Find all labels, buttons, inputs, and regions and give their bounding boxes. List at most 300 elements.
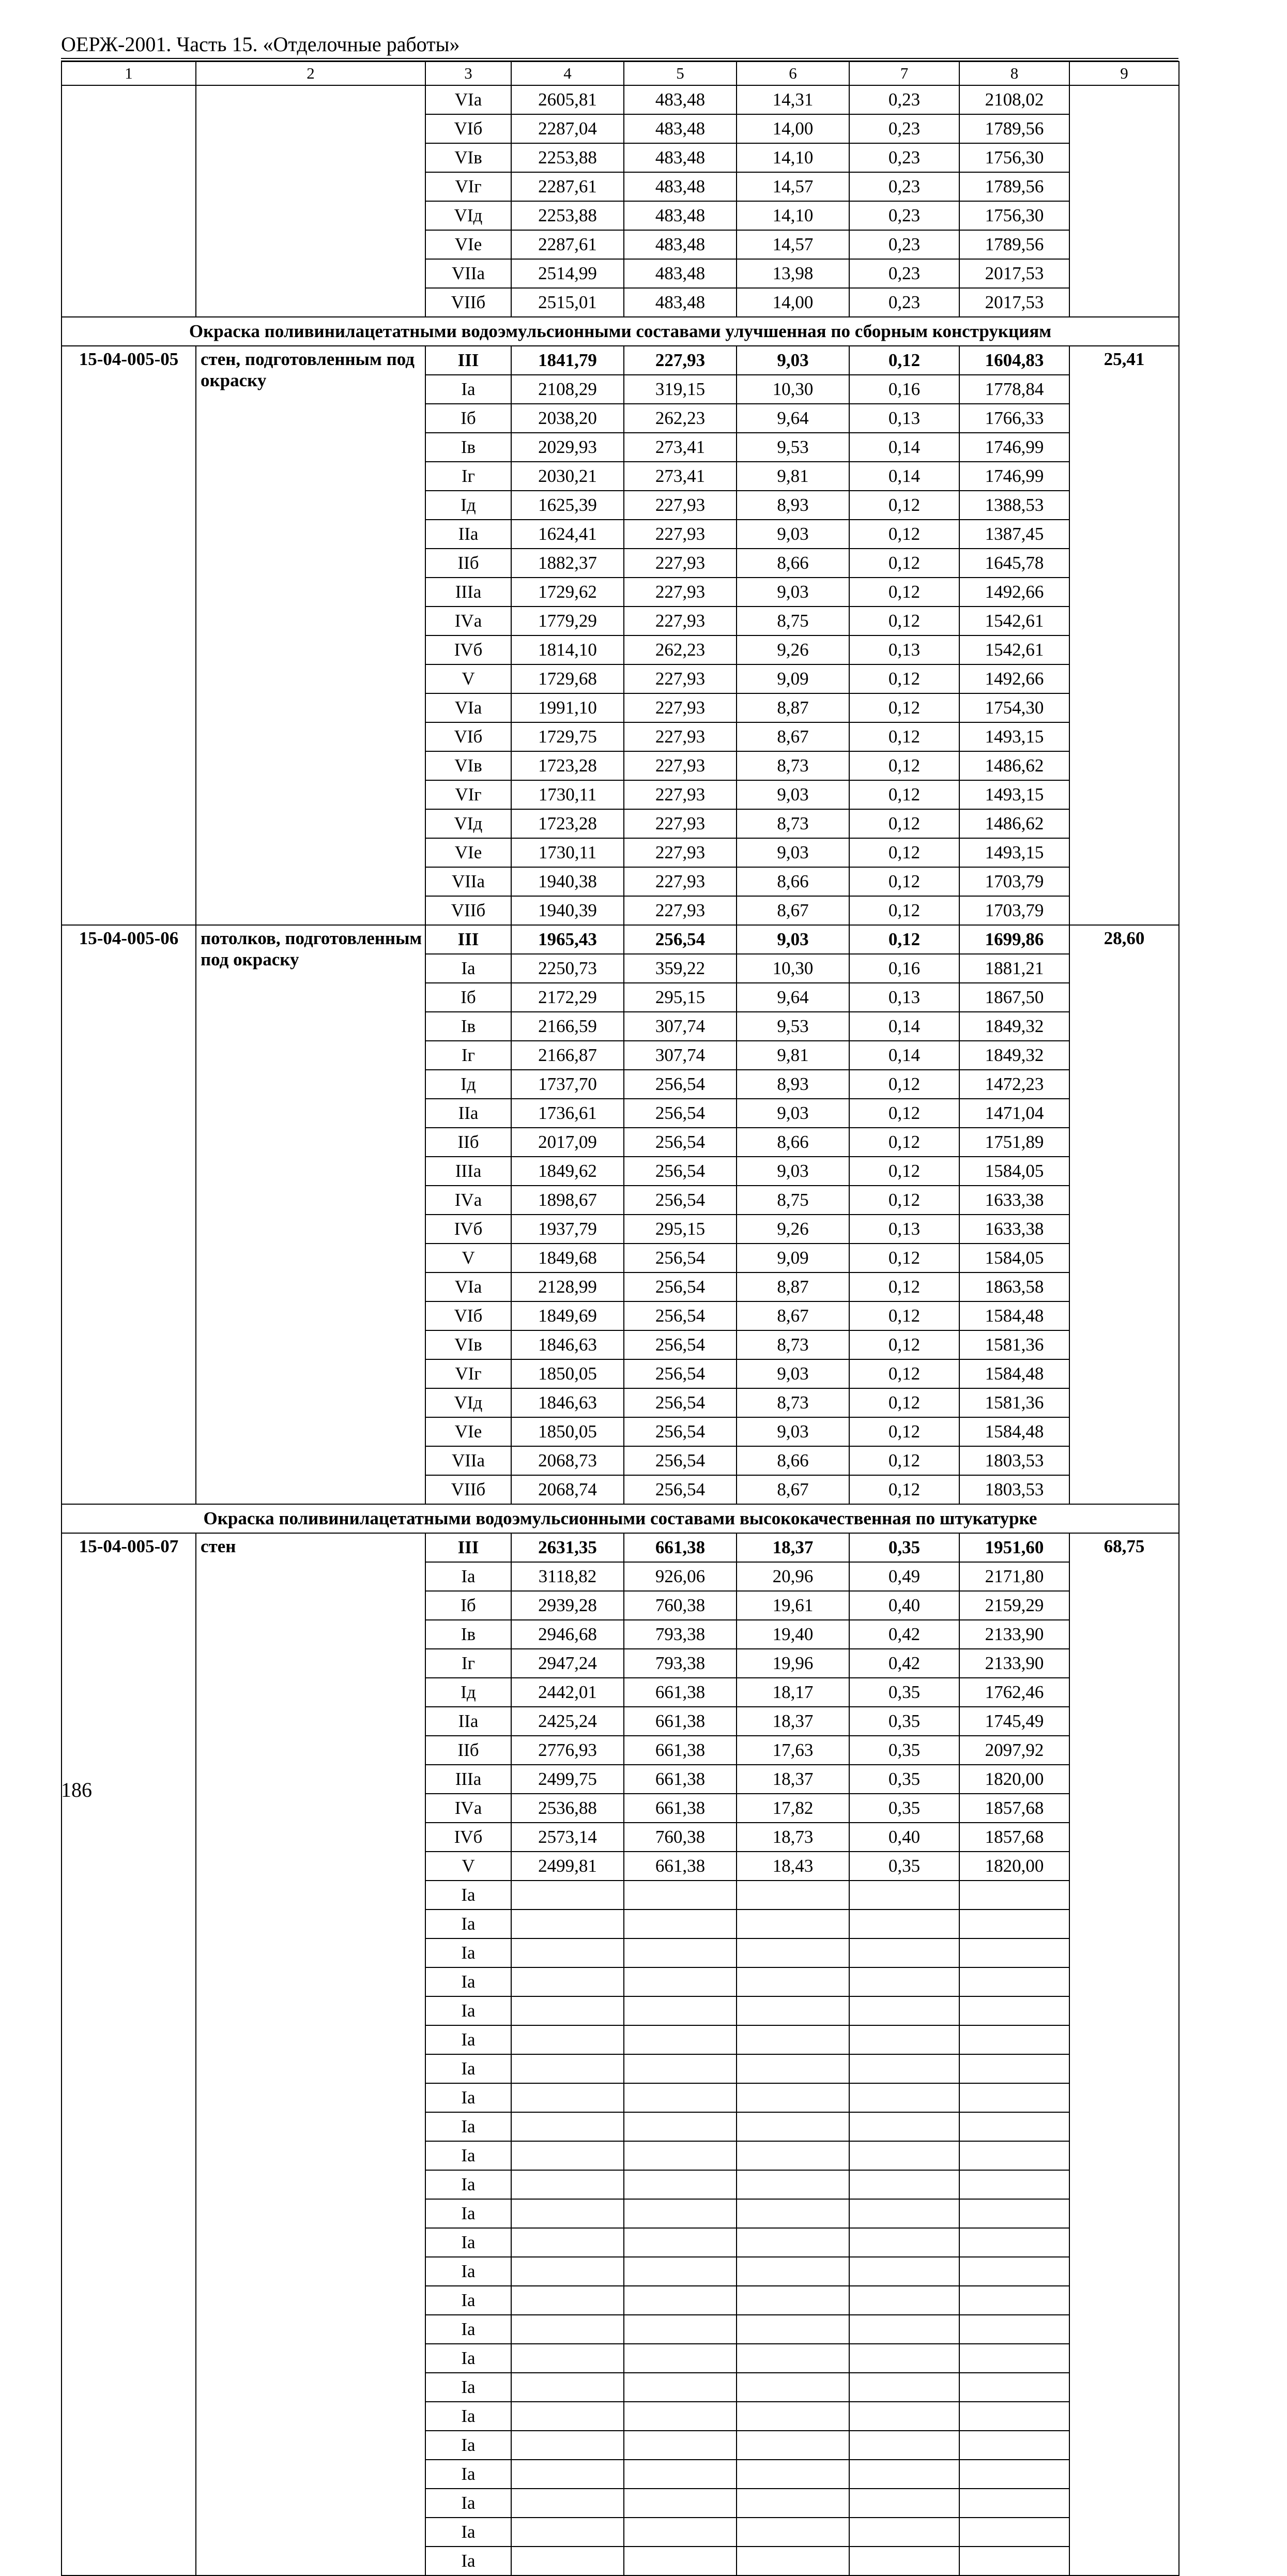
table-row: [62, 925, 1179, 954]
zone-cell: IVа: [425, 607, 511, 635]
zone-cell: VIIа: [425, 867, 511, 896]
value-col-7: [849, 2315, 959, 2344]
value-col-4: 2573,14: [511, 1823, 624, 1852]
value-col-6: 9,03: [737, 1417, 849, 1446]
value-col-5: [624, 1881, 737, 1910]
value-col-6: 8,67: [737, 722, 849, 751]
value-col-6: 18,73: [737, 1823, 849, 1852]
value-col-5: 661,38: [624, 1707, 737, 1736]
value-col-4: 2947,24: [511, 1649, 624, 1678]
value-col-7: [849, 2199, 959, 2228]
zone-cell: IIб: [425, 549, 511, 578]
zone-cell: IIIа: [425, 1157, 511, 1186]
value-col-7: 0,42: [849, 1620, 959, 1649]
value-col-8: [959, 2518, 1069, 2547]
zone-cell: Iа: [425, 2344, 511, 2373]
value-col-7: 0,23: [849, 85, 959, 114]
value-col-6: [737, 2373, 849, 2402]
zone-cell: Iа: [425, 2257, 511, 2286]
value-col-4: 1779,29: [511, 607, 624, 635]
value-col-4: 1729,68: [511, 664, 624, 693]
rate-code: 15-04-005-06: [62, 925, 196, 1504]
value-col-5: 661,38: [624, 1852, 737, 1881]
value-col-5: 227,93: [624, 520, 737, 549]
value-col-4: [511, 2402, 624, 2431]
value-col-5: 256,54: [624, 1388, 737, 1417]
value-col-5: [624, 2257, 737, 2286]
value-col-4: [511, 2025, 624, 2054]
value-col-6: 10,30: [737, 375, 849, 404]
value-col-4: 1849,68: [511, 1244, 624, 1272]
value-col-8: [959, 2402, 1069, 2431]
value-col-8: 2159,29: [959, 1591, 1069, 1620]
value-col-7: 0,35: [849, 1765, 959, 1794]
value-col-5: 227,93: [624, 809, 737, 838]
value-col-6: 9,03: [737, 925, 849, 954]
value-col-4: 2499,75: [511, 1765, 624, 1794]
value-col-8: 1387,45: [959, 520, 1069, 549]
value-col-6: 18,17: [737, 1678, 849, 1707]
value-col-4: 2030,21: [511, 462, 624, 491]
value-col-5: 483,48: [624, 230, 737, 259]
zone-cell: Iд: [425, 1070, 511, 1099]
value-col-4: [511, 2054, 624, 2083]
value-col-4: 1937,79: [511, 1215, 624, 1244]
value-col-4: 1846,63: [511, 1388, 624, 1417]
zone-cell: VIе: [425, 230, 511, 259]
value-col-6: 9,09: [737, 1244, 849, 1272]
value-col-6: [737, 1910, 849, 1938]
value-col-7: 0,12: [849, 1272, 959, 1301]
value-col-7: 0,23: [849, 201, 959, 230]
value-col-4: [511, 2257, 624, 2286]
value-col-6: [737, 2518, 849, 2547]
value-col-7: 0,12: [849, 1244, 959, 1272]
value-col-5: 227,93: [624, 578, 737, 607]
value-col-6: 8,93: [737, 491, 849, 520]
value-col-6: 18,37: [737, 1533, 849, 1562]
value-col-7: 0,12: [849, 1157, 959, 1186]
work-description: стен, подготовленным под окраску: [196, 346, 425, 925]
zone-cell: Iа: [425, 1881, 511, 1910]
value-col-4: [511, 2141, 624, 2170]
zone-cell: Iа: [425, 375, 511, 404]
value-col-7: [849, 2141, 959, 2170]
zone-cell: IIа: [425, 520, 511, 549]
value-col-5: [624, 1967, 737, 1996]
column-number: 2: [196, 62, 425, 85]
zone-cell: V: [425, 664, 511, 693]
column-number: 8: [959, 62, 1069, 85]
value-col-4: [511, 1996, 624, 2025]
value-col-4: 2442,01: [511, 1678, 624, 1707]
value-col-4: 1814,10: [511, 635, 624, 664]
value-col-7: [849, 2460, 959, 2489]
value-col-4: 2425,24: [511, 1707, 624, 1736]
value-col-6: 14,00: [737, 114, 849, 143]
value-col-7: 0,23: [849, 143, 959, 172]
value-col-7: 0,12: [849, 780, 959, 809]
value-col-6: 8,67: [737, 1301, 849, 1330]
value-col-4: [511, 1881, 624, 1910]
value-col-8: 1645,78: [959, 549, 1069, 578]
value-col-8: [959, 1910, 1069, 1938]
column-number: 9: [1069, 62, 1179, 85]
zone-cell: Iа: [425, 2025, 511, 2054]
zone-cell: Iа: [425, 2431, 511, 2460]
value-col-8: [959, 2112, 1069, 2141]
value-col-8: 1857,68: [959, 1823, 1069, 1852]
value-col-8: 1756,30: [959, 201, 1069, 230]
value-col-4: [511, 2083, 624, 2112]
value-col-4: [511, 2431, 624, 2460]
value-col-6: 19,96: [737, 1649, 849, 1678]
value-col-8: [959, 1967, 1069, 1996]
value-col-5: [624, 2402, 737, 2431]
value-col-7: 0,13: [849, 983, 959, 1012]
value-col-7: 0,12: [849, 664, 959, 693]
value-col-6: 9,64: [737, 983, 849, 1012]
column-number-row: [62, 62, 1179, 85]
value-col-5: [624, 2460, 737, 2489]
total-value: 68,75: [1069, 1533, 1179, 2575]
zone-cell: Iа: [425, 2199, 511, 2228]
zone-cell: VIе: [425, 838, 511, 867]
value-col-4: 1723,28: [511, 809, 624, 838]
value-col-7: 0,12: [849, 1388, 959, 1417]
value-col-8: [959, 2083, 1069, 2112]
value-col-7: 0,12: [849, 520, 959, 549]
value-col-5: [624, 2373, 737, 2402]
value-col-8: 1746,99: [959, 462, 1069, 491]
value-col-7: [849, 2112, 959, 2141]
value-col-4: 2250,73: [511, 954, 624, 983]
value-col-6: [737, 2199, 849, 2228]
zone-cell: VIд: [425, 809, 511, 838]
value-col-5: 256,54: [624, 1272, 737, 1301]
value-col-8: 1493,15: [959, 838, 1069, 867]
value-col-8: 1789,56: [959, 230, 1069, 259]
value-col-4: 2128,99: [511, 1272, 624, 1301]
value-col-6: [737, 1996, 849, 2025]
value-col-8: [959, 2199, 1069, 2228]
value-col-5: [624, 2344, 737, 2373]
value-col-5: [624, 1996, 737, 2025]
value-col-8: 1751,89: [959, 1128, 1069, 1157]
value-col-5: 227,93: [624, 549, 737, 578]
rate-code: 15-04-005-05: [62, 346, 196, 925]
value-col-7: [849, 2286, 959, 2315]
value-col-5: 793,38: [624, 1649, 737, 1678]
value-col-6: 8,75: [737, 1186, 849, 1215]
section-heading-row: [62, 317, 1179, 346]
value-col-6: 9,81: [737, 462, 849, 491]
value-col-8: 1849,32: [959, 1012, 1069, 1041]
value-col-8: [959, 2547, 1069, 2575]
value-col-5: 483,48: [624, 288, 737, 317]
value-col-6: [737, 2228, 849, 2257]
value-col-7: 0,12: [849, 1186, 959, 1215]
value-col-5: 483,48: [624, 259, 737, 288]
value-col-5: 256,54: [624, 1475, 737, 1504]
zone-cell: Iа: [425, 2518, 511, 2547]
value-col-4: 1736,61: [511, 1099, 624, 1128]
value-col-8: [959, 2170, 1069, 2199]
zone-cell: IVа: [425, 1794, 511, 1823]
value-col-7: 0,35: [849, 1707, 959, 1736]
value-col-4: 1737,70: [511, 1070, 624, 1099]
value-col-7: 0,12: [849, 1475, 959, 1504]
value-col-4: 2939,28: [511, 1591, 624, 1620]
value-col-4: 1898,67: [511, 1186, 624, 1215]
total-value: 25,41: [1069, 346, 1179, 925]
value-col-4: 1849,69: [511, 1301, 624, 1330]
value-col-4: [511, 2112, 624, 2141]
value-col-4: 1850,05: [511, 1359, 624, 1388]
value-col-7: 0,12: [849, 722, 959, 751]
value-col-8: 2017,53: [959, 288, 1069, 317]
value-col-8: 1584,48: [959, 1301, 1069, 1330]
value-col-8: 2108,02: [959, 85, 1069, 114]
value-col-6: [737, 2170, 849, 2199]
zone-cell: VIг: [425, 172, 511, 201]
column-number: 4: [511, 62, 624, 85]
value-col-6: 10,30: [737, 954, 849, 983]
value-col-5: 256,54: [624, 1330, 737, 1359]
zone-cell: VIб: [425, 722, 511, 751]
value-col-7: 0,12: [849, 925, 959, 954]
value-col-5: 295,15: [624, 983, 737, 1012]
value-col-5: 483,48: [624, 172, 737, 201]
value-col-4: [511, 1938, 624, 1967]
value-col-7: [849, 2431, 959, 2460]
value-col-8: [959, 2344, 1069, 2373]
zone-cell: Iг: [425, 1649, 511, 1678]
value-col-4: 2514,99: [511, 259, 624, 288]
value-col-5: 483,48: [624, 201, 737, 230]
value-col-6: [737, 2460, 849, 2489]
value-col-8: 2133,90: [959, 1649, 1069, 1678]
zone-cell: VIд: [425, 1388, 511, 1417]
value-col-6: [737, 2141, 849, 2170]
value-col-7: [849, 2054, 959, 2083]
value-col-6: 8,67: [737, 896, 849, 925]
value-col-8: 1542,61: [959, 607, 1069, 635]
value-col-7: 0,35: [849, 1852, 959, 1881]
value-col-6: 9,03: [737, 1157, 849, 1186]
zone-cell: VIIа: [425, 259, 511, 288]
zone-cell: VIIб: [425, 1475, 511, 1504]
value-col-6: 8,66: [737, 549, 849, 578]
value-col-7: 0,12: [849, 867, 959, 896]
value-col-8: [959, 2489, 1069, 2518]
value-col-7: 0,12: [849, 346, 959, 375]
value-col-8: [959, 2315, 1069, 2344]
value-col-5: 295,15: [624, 1215, 737, 1244]
value-col-6: [737, 2344, 849, 2373]
value-col-8: 1754,30: [959, 693, 1069, 722]
value-col-6: 9,26: [737, 1215, 849, 1244]
work-description: потолков, подготовленным под окраску: [196, 925, 425, 1504]
zone-cell: VIг: [425, 780, 511, 809]
value-col-8: 1492,66: [959, 578, 1069, 607]
zone-cell: Iд: [425, 491, 511, 520]
value-col-7: 0,12: [849, 578, 959, 607]
value-col-7: 0,40: [849, 1823, 959, 1852]
work-description: [196, 85, 425, 317]
value-col-7: [849, 2402, 959, 2431]
value-col-8: 1756,30: [959, 143, 1069, 172]
zone-cell: IIа: [425, 1707, 511, 1736]
value-col-7: 0,12: [849, 751, 959, 780]
value-col-5: 227,93: [624, 867, 737, 896]
value-col-5: 227,93: [624, 838, 737, 867]
zone-cell: IIIа: [425, 578, 511, 607]
value-col-5: [624, 2083, 737, 2112]
value-col-7: 0,14: [849, 1041, 959, 1070]
zone-cell: Iа: [425, 2286, 511, 2315]
value-col-4: 2108,29: [511, 375, 624, 404]
value-col-5: [624, 2112, 737, 2141]
value-col-6: 20,96: [737, 1562, 849, 1591]
value-col-4: 2253,88: [511, 143, 624, 172]
value-col-8: 1542,61: [959, 635, 1069, 664]
value-col-8: [959, 2431, 1069, 2460]
value-col-8: 1849,32: [959, 1041, 1069, 1070]
zone-cell: Iа: [425, 2083, 511, 2112]
value-col-8: 1581,36: [959, 1388, 1069, 1417]
value-col-5: 256,54: [624, 1244, 737, 1272]
value-col-4: 2017,09: [511, 1128, 624, 1157]
value-col-5: [624, 2054, 737, 2083]
value-col-8: 1820,00: [959, 1765, 1069, 1794]
zone-cell: Iв: [425, 1620, 511, 1649]
value-col-8: 1703,79: [959, 896, 1069, 925]
value-col-8: 1803,53: [959, 1475, 1069, 1504]
value-col-6: 9,81: [737, 1041, 849, 1070]
value-col-6: [737, 2054, 849, 2083]
value-col-6: [737, 1881, 849, 1910]
value-col-8: [959, 1996, 1069, 2025]
value-col-5: 926,06: [624, 1562, 737, 1591]
zone-cell: Iв: [425, 433, 511, 462]
column-number: 7: [849, 62, 959, 85]
work-description: стен: [196, 1533, 425, 2575]
value-col-5: 227,93: [624, 693, 737, 722]
value-col-8: 1471,04: [959, 1099, 1069, 1128]
value-col-6: 9,03: [737, 520, 849, 549]
value-col-4: 2776,93: [511, 1736, 624, 1765]
value-col-6: [737, 2257, 849, 2286]
value-col-8: [959, 2228, 1069, 2257]
value-col-4: [511, 1967, 624, 1996]
zone-cell: IVб: [425, 635, 511, 664]
value-col-7: 0,23: [849, 230, 959, 259]
value-col-6: 14,31: [737, 85, 849, 114]
value-col-8: 1820,00: [959, 1852, 1069, 1881]
zone-cell: VIа: [425, 693, 511, 722]
zone-cell: VIа: [425, 85, 511, 114]
value-col-4: 2946,68: [511, 1620, 624, 1649]
value-col-6: 19,40: [737, 1620, 849, 1649]
value-col-6: [737, 2286, 849, 2315]
value-col-6: 9,03: [737, 346, 849, 375]
value-col-4: 1625,39: [511, 491, 624, 520]
value-col-8: 1867,50: [959, 983, 1069, 1012]
value-col-7: 0,12: [849, 693, 959, 722]
zone-cell: VIд: [425, 201, 511, 230]
zone-cell: III: [425, 925, 511, 954]
zone-cell: Iа: [425, 2460, 511, 2489]
value-col-7: [849, 2518, 959, 2547]
table-row: [62, 1533, 1179, 1562]
value-col-6: 19,61: [737, 1591, 849, 1620]
value-col-6: 9,03: [737, 838, 849, 867]
value-col-7: 0,14: [849, 462, 959, 491]
zone-cell: IVб: [425, 1215, 511, 1244]
value-col-8: [959, 2373, 1069, 2402]
zone-cell: Iв: [425, 1012, 511, 1041]
value-col-4: [511, 2460, 624, 2489]
value-col-4: [511, 2228, 624, 2257]
value-col-5: 227,93: [624, 491, 737, 520]
value-col-8: 1633,38: [959, 1186, 1069, 1215]
value-col-7: 0,12: [849, 1359, 959, 1388]
value-col-6: 14,10: [737, 201, 849, 230]
value-col-6: 9,03: [737, 578, 849, 607]
value-col-6: 8,73: [737, 809, 849, 838]
value-col-4: 2605,81: [511, 85, 624, 114]
value-col-8: 2017,53: [959, 259, 1069, 288]
value-col-5: 227,93: [624, 722, 737, 751]
value-col-5: 483,48: [624, 143, 737, 172]
value-col-6: 18,37: [737, 1707, 849, 1736]
value-col-6: 9,53: [737, 1012, 849, 1041]
rate-code: 15-04-005-07: [62, 1533, 196, 2575]
zone-cell: Iа: [425, 2170, 511, 2199]
value-col-8: [959, 2460, 1069, 2489]
value-col-7: 0,35: [849, 1533, 959, 1562]
value-col-7: 0,13: [849, 1215, 959, 1244]
value-col-4: 3118,82: [511, 1562, 624, 1591]
value-col-7: 0,42: [849, 1649, 959, 1678]
zone-cell: VIIб: [425, 896, 511, 925]
value-col-8: [959, 2025, 1069, 2054]
value-col-6: 9,26: [737, 635, 849, 664]
zone-cell: IIа: [425, 1099, 511, 1128]
value-col-7: 0,12: [849, 491, 959, 520]
value-col-4: [511, 1910, 624, 1938]
value-col-8: [959, 2141, 1069, 2170]
value-col-6: 9,64: [737, 404, 849, 433]
value-col-5: 256,54: [624, 1157, 737, 1186]
value-col-7: [849, 2170, 959, 2199]
value-col-4: 1991,10: [511, 693, 624, 722]
value-col-5: 256,54: [624, 1359, 737, 1388]
value-col-5: [624, 2199, 737, 2228]
value-col-6: 8,66: [737, 867, 849, 896]
value-col-7: [849, 1967, 959, 1996]
value-col-6: [737, 2431, 849, 2460]
value-col-4: 2287,04: [511, 114, 624, 143]
value-col-6: [737, 2112, 849, 2141]
value-col-7: 0,12: [849, 1417, 959, 1446]
value-col-4: 2631,35: [511, 1533, 624, 1562]
zone-cell: Iа: [425, 1910, 511, 1938]
value-col-4: 1729,62: [511, 578, 624, 607]
value-col-8: 1581,36: [959, 1330, 1069, 1359]
value-col-5: 227,93: [624, 896, 737, 925]
